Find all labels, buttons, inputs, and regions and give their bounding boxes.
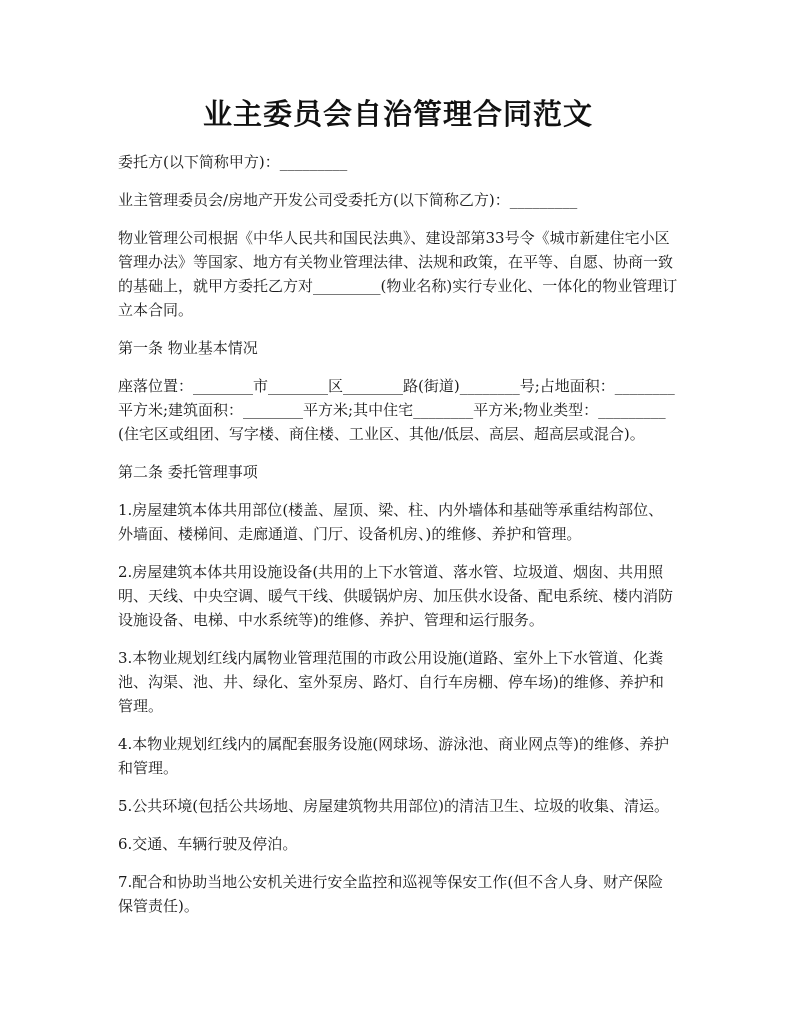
document-title: 业主委员会自治管理合同范文 [202, 97, 593, 131]
document-body [118, 150, 678, 932]
item-7-paragraph: 7.配合和协助当地公安机关进行安全监控和巡视等保安工作(但不含人身、财产保险保管责任)。 [118, 873, 664, 915]
item-5-paragraph: 5.公共环境(包括公共场地、房屋建筑物共用部位)的清洁卫生、垃圾的收集、清运。 [118, 797, 670, 815]
item-3-paragraph: 3.本物业规划红线内属物业管理范围的市政公用设施(道路、室外上下水管道、化粪池、沟渠、池、井、绿化、室外泵房、路灯、自行车房棚、停车场)的维修、养护和管理。 [118, 649, 664, 715]
item-6-paragraph: 6.交通、车辆行驶及停泊。 [118, 835, 298, 853]
article-1-heading: 第一条 物业基本情况 [118, 339, 258, 357]
preamble-paragraph: 物业管理公司根据《中华人民共和国民法典》、建设部第33号令《城市新建住宅小区管理办法》等国家、地方有关物业管理法律、法规和政策，在平等、自愿、协商一致的基础上，就甲方委托乙方对_________(物业名称)实行专业化、一体化的物业管理订立本合同。 [118, 229, 678, 319]
article-2-heading: 第二条 委托管理事项 [118, 463, 258, 481]
property-info-paragraph: 座落位置：________市________区________路(街道)________号;占地面积：________平方米;建筑面积：________平方米;其中住宅________平方米;物业类型：_________(住宅区或组团、写字楼、商住楼、工业区、其他/低层、高层、超高层或混合)。 [118, 377, 675, 443]
party-a-line: 委托方(以下简称甲方)：_________ [118, 153, 348, 171]
item-1-paragraph: 1.房屋建筑本体共用部位(楼盖、屋顶、梁、柱、内外墙体和基础等承重结构部位、外墙面、楼梯间、走廊通道、门厅、设备机房、)的维修、养护和管理。 [118, 501, 664, 543]
item-2-paragraph: 2.房屋建筑本体共用设施设备(共用的上下水管道、落水管、垃圾道、烟囱、共用照明、天线、中央空调、暖气干线、供暖锅炉房、加压供水设备、配电系统、楼内消防设施设备、电梯、中水系统等)的维修、养护、管理和运行服务。 [118, 563, 674, 629]
item-4-paragraph: 4.本物业规划红线内的属配套服务设施(网球场、游泳池、商业网点等)的维修、养护和管理。 [118, 735, 670, 777]
party-b-line: 业主管理委员会/房地产开发公司受委托方(以下简称乙方)：_________ [118, 191, 578, 209]
